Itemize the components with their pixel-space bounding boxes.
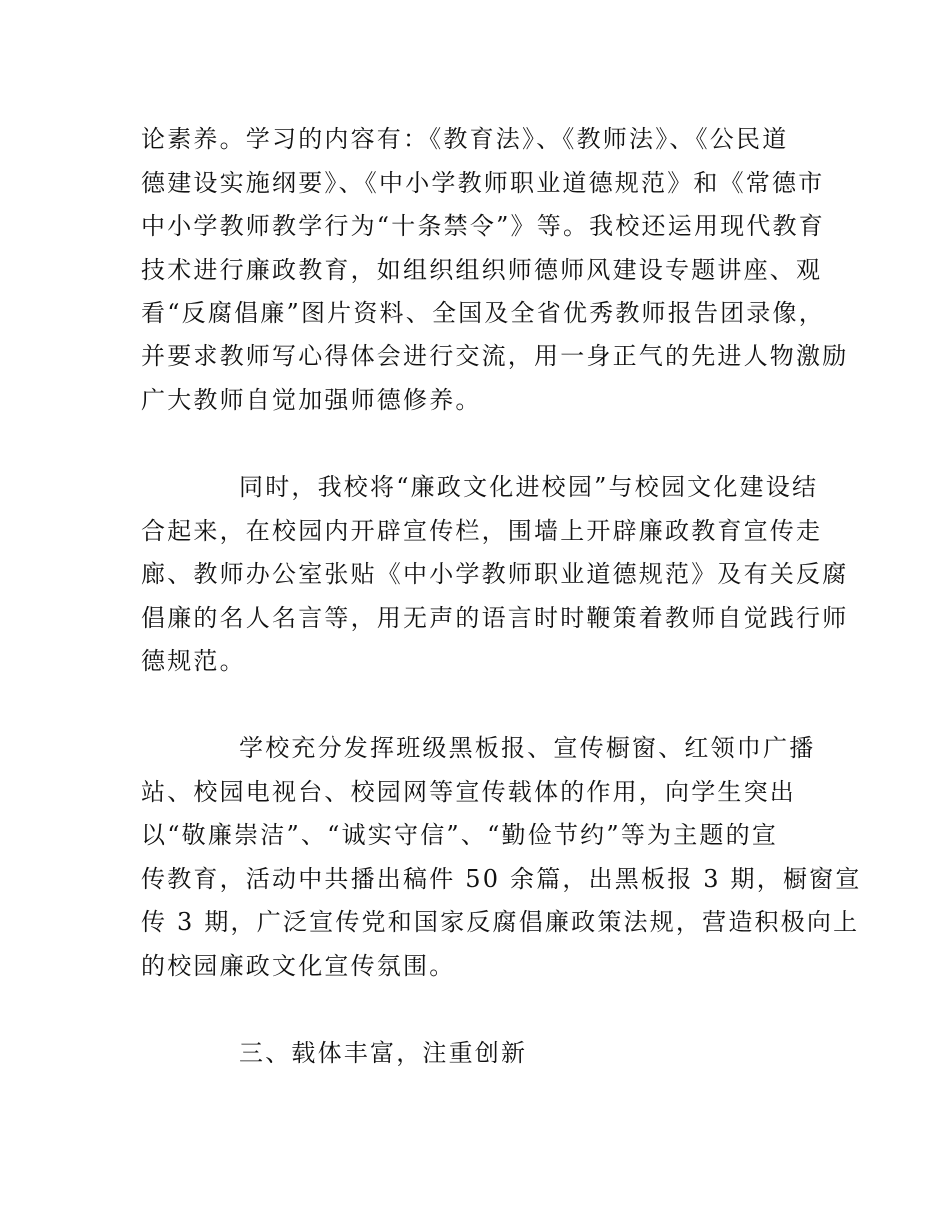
paragraph-line: 合起来，在校园内开辟宣传栏，围墙上开辟廉政教育宣传走 bbox=[141, 517, 823, 545]
paragraph-line: 传 3 期，广泛宣传党和国家反腐倡廉政策法规，营造积极向上 bbox=[141, 908, 860, 936]
paragraph-line: 广大教师自觉加强师德修养。 bbox=[141, 386, 482, 414]
paragraph-line: 论素养。学习的内容有：《教育法》、《教师法》、《公民道 bbox=[141, 125, 789, 153]
paragraph-line: 的校园廉政文化宣传氛围。 bbox=[141, 952, 456, 980]
paragraph-line: 同时，我校将“廉政文化进校园”与校园文化建设结 bbox=[239, 473, 819, 501]
paragraph-line: 德规范。 bbox=[141, 647, 246, 675]
paragraph-line: 倡廉的名人名言等，用无声的语言时时鞭策着教师自觉践行师 bbox=[141, 604, 849, 632]
paragraph-line: 站、校园电视台、校园网等宣传载体的作用，向学生突出 bbox=[141, 778, 796, 806]
paragraph-line: 学校充分发挥班级黑板报、宣传橱窗、红领巾广播 bbox=[239, 734, 816, 762]
paragraph-line: 德建设实施纲要》、《中小学教师职业道德规范》和《常德市 bbox=[141, 169, 825, 197]
paragraph-line: 廊、教师办公室张贴《中小学教师职业道德规范》及有关反腐 bbox=[141, 560, 849, 588]
paragraph-line: 以“敬廉崇洁”、“诚实守信”、“勤俭节约”等为主题的宣 bbox=[141, 821, 779, 849]
paragraph-line: 中小学教师教学行为“十条禁令”》等。我校还运用现代教育 bbox=[141, 212, 825, 240]
paragraph-line: 传教育，活动中共播出稿件 50 余篇，出黑板报 3 期，橱窗宣 bbox=[141, 865, 862, 893]
section-heading: 三、载体丰富，注重创新 bbox=[239, 1039, 528, 1067]
paragraph-line: 技术进行廉政教育，如组织组织师德师风建设专题讲座、观 bbox=[141, 256, 823, 284]
paragraph-line: 并要求教师写心得体会进行交流，用一身正气的先进人物激励 bbox=[141, 342, 849, 370]
paragraph-line: 看“反腐倡廉”图片资料、全国及全省优秀教师报告团录像， bbox=[141, 299, 825, 327]
